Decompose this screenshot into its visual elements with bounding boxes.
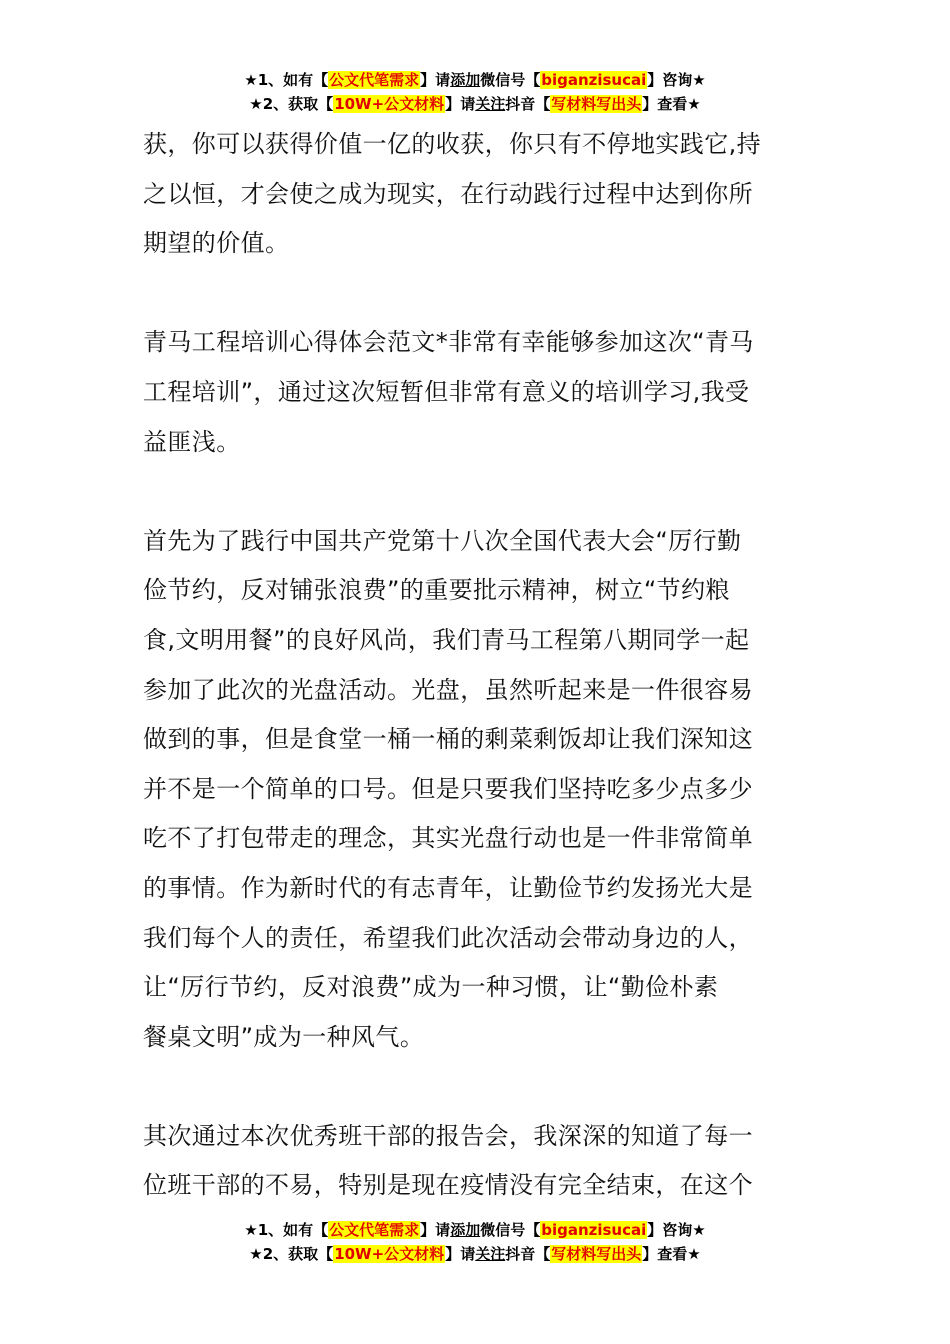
text-line: 其次通过本次优秀班干部的报告会，我深深的知道了每一 <box>143 1121 753 1150</box>
document-body <box>143 120 809 1211</box>
header-line-2: ★2、获取【10W+公文材料】请关注抖音【写材料写出头】查看★ <box>249 95 701 113</box>
text-line: 益匪浅。 <box>143 427 241 456</box>
text-line: 位班干部的不易，特别是现在疫情没有完全结束，在这个 <box>143 1171 753 1200</box>
highlight: 10W+公文材料 <box>334 95 445 113</box>
paragraph-3 <box>143 517 809 1063</box>
highlight: 公文代笔需求 <box>329 1221 420 1239</box>
text-line: 期望的价值。 <box>143 229 290 258</box>
text-line: 的事情。作为新时代的有志青年，让勤俭节约发扬光大是 <box>143 873 753 902</box>
text-line: 俭节约，反对铺张浪费”的重要批示精神，树立“节约粮 <box>143 576 730 605</box>
text-line: 并不是一个简单的口号。但是只要我们坚持吃多少点多少 <box>143 774 753 803</box>
text-line: 获，你可以获得价值一亿的收获，你只有不停地实践它,持 <box>143 130 762 158</box>
paragraph-1 <box>143 120 809 269</box>
text-line: 参加了此次的光盘活动。光盘，虽然听起来是一件很容易 <box>143 675 753 704</box>
text-line: 让“厉行节约，反对浪费”成为一种习惯，让“勤俭朴素 <box>143 973 719 1002</box>
footer-line-1: ★1、如有【公文代笔需求】请添加微信号【biganzisucai】咨询★ <box>244 1221 706 1239</box>
header-banner <box>0 68 950 116</box>
text-line: 我们每个人的责任，希望我们此次活动会带动身边的人， <box>143 923 753 952</box>
text-line: 食,文明用餐”的良好风尚，我们青马工程第八期同学一起 <box>143 625 750 654</box>
highlight: 10W+公文材料 <box>334 1245 445 1263</box>
text-line: 工程培训”，通过这次短暂但非常有意义的培训学习,我受 <box>143 377 750 406</box>
paragraph-4 <box>143 1112 809 1211</box>
text-line: 吃不了打包带走的理念，其实光盘行动也是一件非常简单 <box>143 824 753 853</box>
highlight: 写材料写出头 <box>551 95 642 113</box>
text-line: 餐桌文明”成为一种风气。 <box>143 1022 425 1051</box>
paragraph-2 <box>143 318 809 467</box>
footer-line-2: ★2、获取【10W+公文材料】请关注抖音【写材料写出头】查看★ <box>249 1245 701 1263</box>
footer-banner <box>0 1218 950 1266</box>
highlight: 写材料写出头 <box>551 1245 642 1263</box>
text-line: 首先为了践行中国共产党第十八次全国代表大会“厉行勤 <box>143 526 742 555</box>
header-line-1: ★1、如有【公文代笔需求】请添加微信号【biganzisucai】咨询★ <box>244 71 706 89</box>
text-line: 做到的事，但是食堂一桶一桶的剩菜剩饭却让我们深知这 <box>143 725 753 754</box>
text-line: 青马工程培训心得体会范文*非常有幸能够参加这次“青马 <box>143 328 754 357</box>
highlight: biganzisucai <box>541 71 647 89</box>
highlight: biganzisucai <box>541 1221 647 1239</box>
text-line: 之以恒，才会使之成为现实，在行动践行过程中达到你所 <box>143 179 753 208</box>
highlight: 公文代笔需求 <box>329 71 420 89</box>
